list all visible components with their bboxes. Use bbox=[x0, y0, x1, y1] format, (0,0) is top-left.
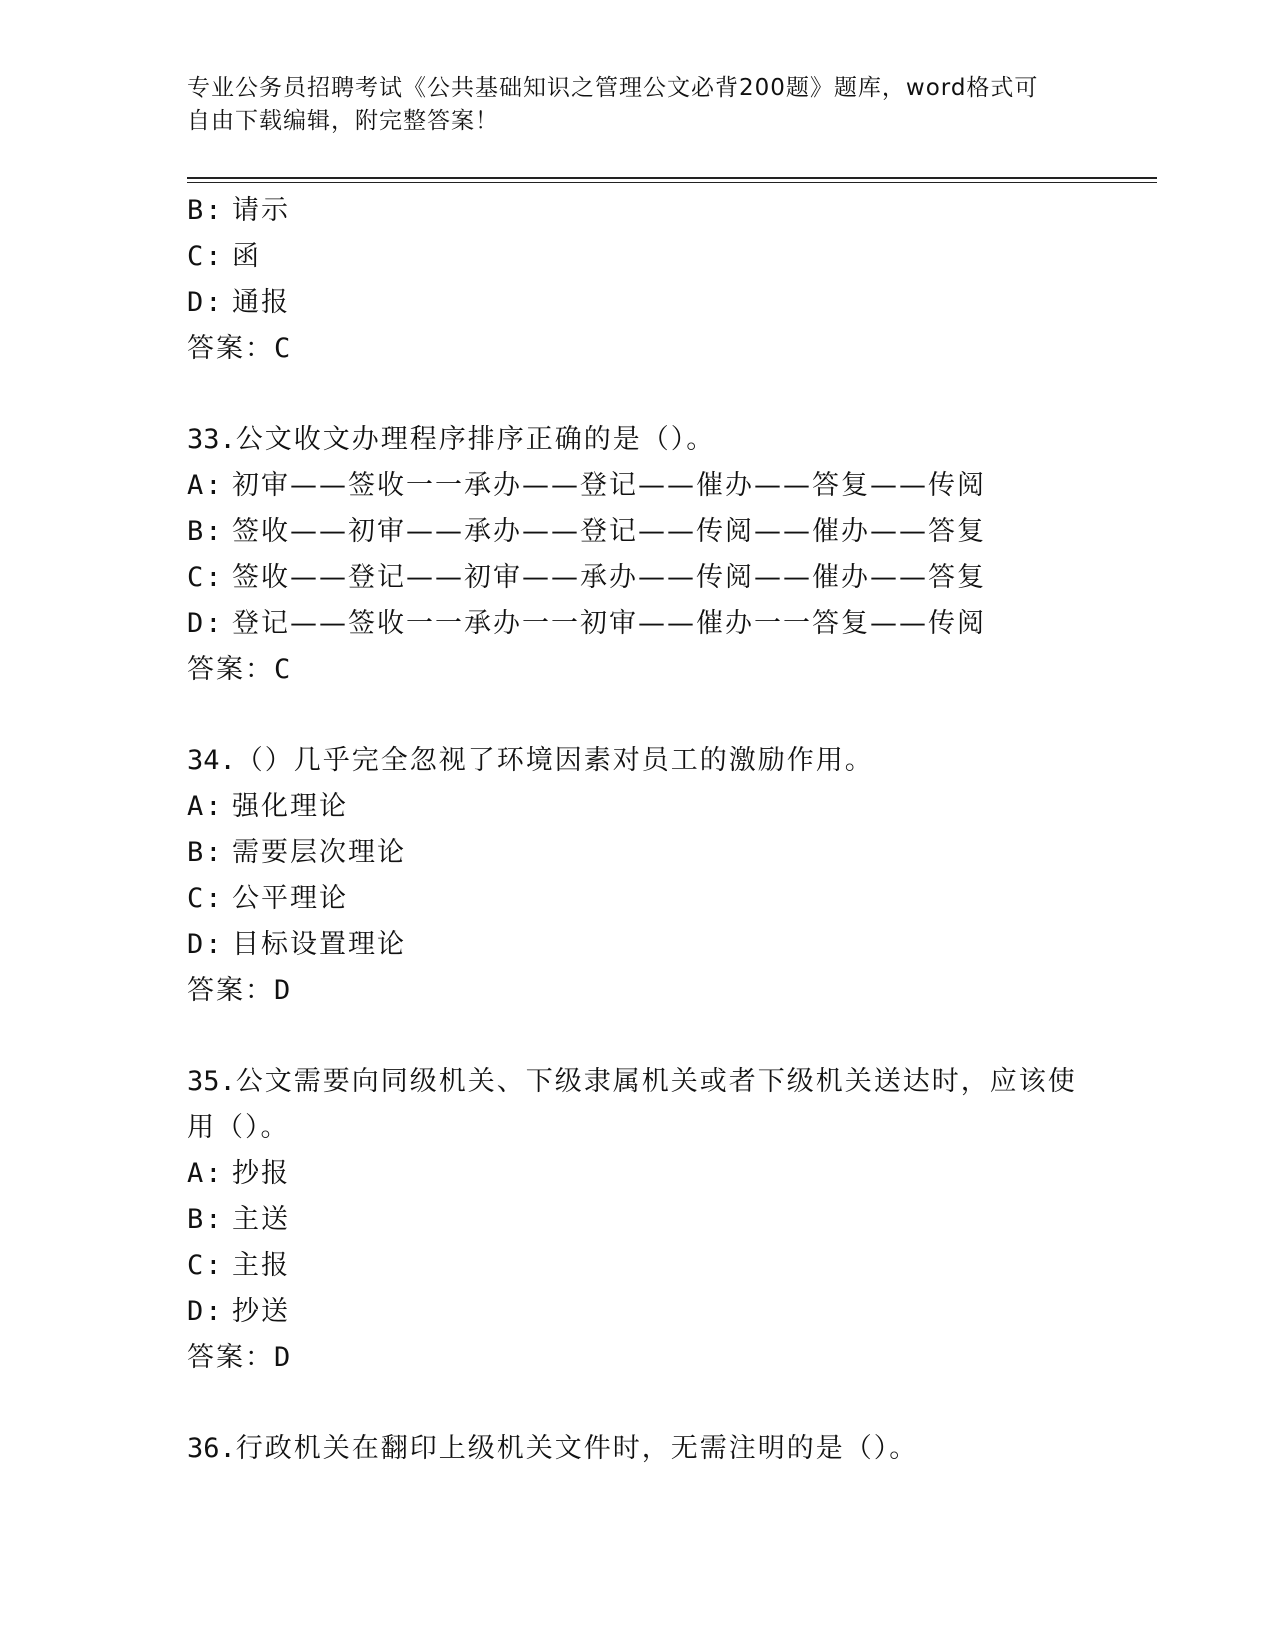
question-text: 公文需要向同级机关、下级隶属机关或者下级机关送达时，应该使 bbox=[235, 1066, 1077, 1097]
answer-row bbox=[187, 968, 1087, 1014]
option-key: B: bbox=[187, 195, 224, 226]
answer-label: 答案： bbox=[187, 333, 274, 364]
option-row bbox=[187, 601, 1087, 647]
option-text: 需要层次理论 bbox=[232, 837, 406, 868]
question-stem bbox=[187, 1426, 1087, 1472]
option-text: 函 bbox=[232, 241, 261, 272]
option-key: D: bbox=[187, 1296, 224, 1327]
question-list bbox=[187, 188, 1087, 1472]
option-row bbox=[187, 876, 1087, 922]
answer-value: D bbox=[274, 975, 293, 1006]
answer-value: C bbox=[274, 333, 293, 364]
answer-value: D bbox=[274, 1342, 293, 1373]
option-row bbox=[187, 1243, 1087, 1289]
option-row bbox=[187, 1197, 1087, 1243]
option-text: 公平理论 bbox=[232, 883, 348, 914]
option-key: D: bbox=[187, 929, 224, 960]
option-text: 目标设置理论 bbox=[232, 929, 406, 960]
question-number: 33. bbox=[187, 424, 236, 455]
option-row bbox=[187, 555, 1087, 601]
option-row bbox=[187, 1151, 1087, 1197]
option-text: 签收——初审——承办——登记——传阅——催办——答复 bbox=[232, 516, 986, 547]
option-row bbox=[187, 463, 1087, 509]
option-row bbox=[187, 1289, 1087, 1335]
answer-label: 答案： bbox=[187, 654, 274, 685]
question-number: 34. bbox=[187, 745, 236, 776]
question-text: 公文收文办理程序排序正确的是（）。 bbox=[235, 424, 716, 455]
answer-row bbox=[187, 647, 1087, 693]
option-key: A: bbox=[187, 1158, 224, 1189]
option-row bbox=[187, 830, 1087, 876]
question-number: 35. bbox=[187, 1066, 236, 1097]
option-key: B: bbox=[187, 516, 224, 547]
question-stem bbox=[187, 1059, 1087, 1105]
option-key: B: bbox=[187, 837, 224, 868]
header-divider-thin bbox=[187, 182, 1157, 183]
option-row bbox=[187, 234, 1087, 280]
option-text: 强化理论 bbox=[232, 791, 348, 822]
option-text: 签收——登记——初审——承办——传阅——催办——答复 bbox=[232, 562, 986, 593]
answer-row bbox=[187, 326, 1087, 372]
question-text: 行政机关在翻印上级机关文件时，无需注明的是（）。 bbox=[235, 1433, 919, 1464]
answer-row bbox=[187, 1335, 1087, 1381]
option-key: C: bbox=[187, 883, 224, 914]
option-text: 抄报 bbox=[232, 1158, 290, 1189]
option-text: 初审——签收一一承办——登记——催办——答复——传阅 bbox=[232, 470, 986, 501]
option-key: C: bbox=[187, 562, 224, 593]
question-text: 用（）。 bbox=[187, 1112, 290, 1143]
question-number: 36. bbox=[187, 1433, 236, 1464]
option-row bbox=[187, 922, 1087, 968]
option-text: 登记——签收一一承办一一初审——催办一一答复——传阅 bbox=[232, 608, 986, 639]
option-row bbox=[187, 188, 1087, 234]
option-key: B: bbox=[187, 1204, 224, 1235]
option-text: 主报 bbox=[232, 1250, 290, 1281]
option-row bbox=[187, 509, 1087, 555]
option-key: D: bbox=[187, 608, 224, 639]
header-line-2: 自由下载编辑，附完整答案！ bbox=[187, 108, 499, 134]
option-text: 主送 bbox=[232, 1204, 290, 1235]
question-text: （）几乎完全忽视了环境因素对员工的激励作用。 bbox=[235, 745, 874, 776]
answer-value: C bbox=[274, 654, 293, 685]
document-header bbox=[187, 72, 1067, 138]
option-key: C: bbox=[187, 1250, 224, 1281]
option-text: 通报 bbox=[232, 287, 290, 318]
header-line-1: 专业公务员招聘考试《公共基础知识之管理公文必背200题》题库，word格式可 bbox=[187, 75, 1039, 101]
answer-label: 答案： bbox=[187, 1342, 274, 1373]
header-divider-thick bbox=[187, 177, 1157, 179]
option-key: A: bbox=[187, 470, 224, 501]
question-stem-continuation bbox=[187, 1105, 1087, 1151]
option-text: 请示 bbox=[232, 195, 290, 226]
option-key: C: bbox=[187, 241, 224, 272]
answer-label: 答案： bbox=[187, 975, 274, 1006]
question-stem bbox=[187, 738, 1087, 784]
option-key: A: bbox=[187, 791, 224, 822]
option-text: 抄送 bbox=[232, 1296, 290, 1327]
option-key: D: bbox=[187, 287, 224, 318]
option-row bbox=[187, 280, 1087, 326]
option-row bbox=[187, 784, 1087, 830]
question-stem bbox=[187, 417, 1087, 463]
